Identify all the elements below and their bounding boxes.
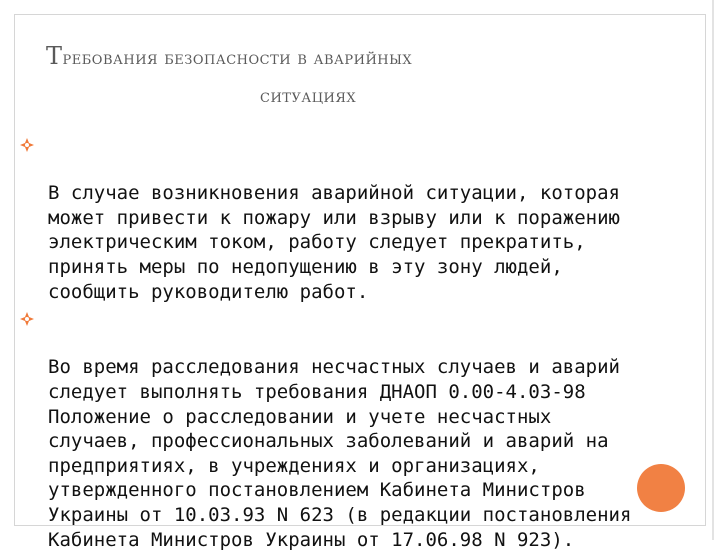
- bullet-item-2: [16, 306, 706, 552]
- title-line-2: ситуациях: [260, 86, 357, 107]
- right-edge-line: [712, 0, 714, 540]
- slide-title: [46, 42, 676, 111]
- bullet-text-1: В случае возникновения аварийной ситуации, которая может привести к пожару или взрыву или к поражению электрическим током, работу следует прекратить, принять меры по недопущению в эту зону людей, сообщить руководителю работ.: [48, 182, 620, 303]
- title-line-1-text: ребования безопасности в аварийных: [62, 48, 413, 69]
- title-line-1: [46, 42, 676, 73]
- bullet-item-1: [16, 132, 706, 304]
- diamond-cross-icon: [20, 138, 34, 152]
- diamond-cross-icon: [20, 312, 34, 326]
- bullet-list: [16, 132, 706, 554]
- title-initial-letter: Т: [46, 42, 63, 70]
- bullet-text-2: Во время расследования несчастных случаев и аварий следует выполнять требования ДНАОП 0.00-4.03-98 Положение о расследовании и учете несчастных случаев, профессиональных заболеваний и аварий на предприятиях, в учреждениях и организациях, утвержденного постановлением Кабинета Министров Украины от 10.03.93 N 623 (в редакции постановления Кабинета Министров Украины от 17.06.98 N 923).: [48, 356, 632, 551]
